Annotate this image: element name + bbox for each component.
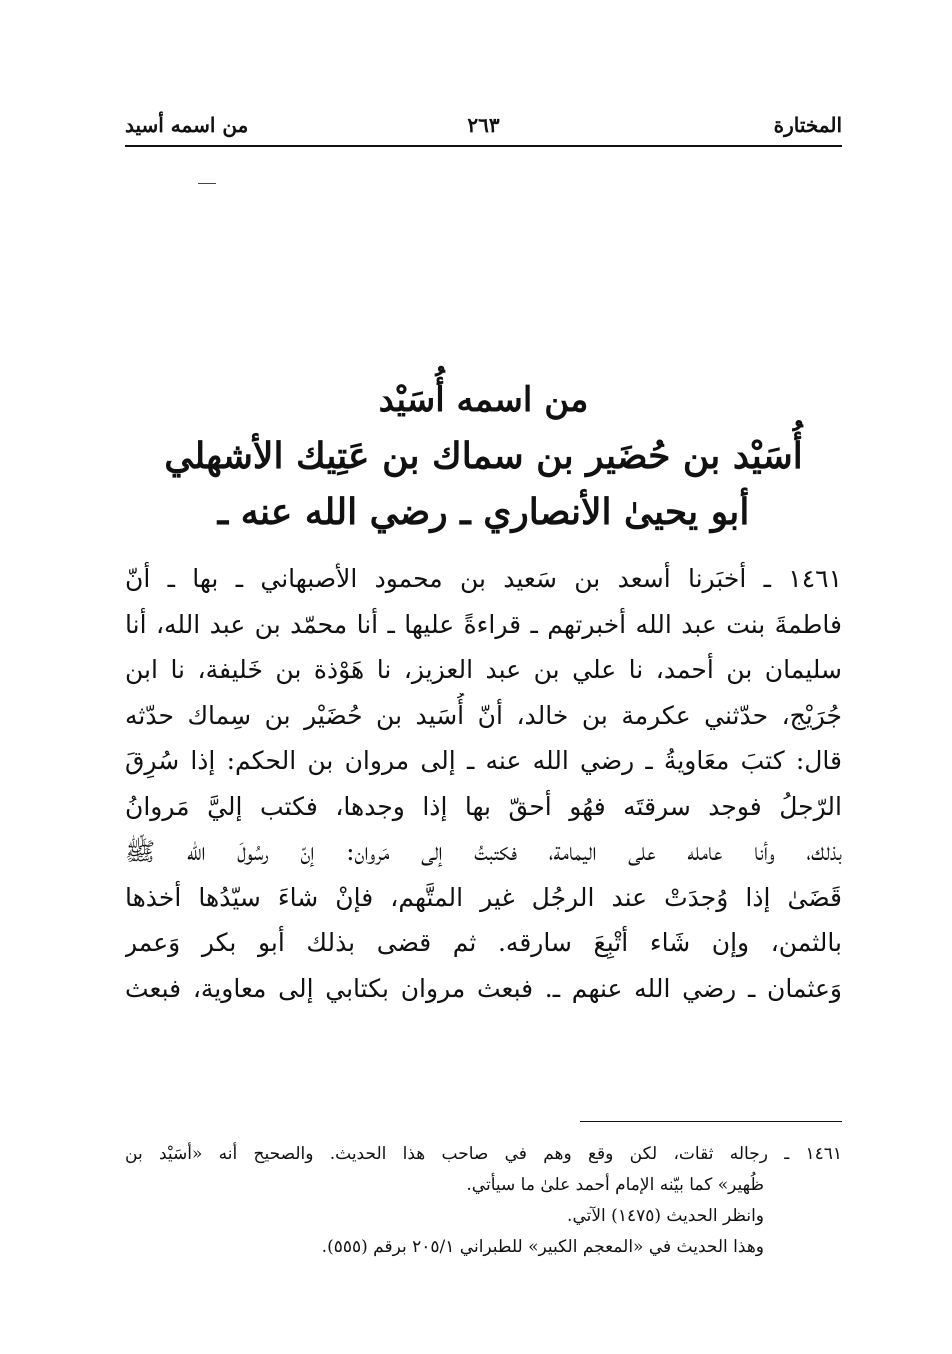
footnotes <box>125 1139 842 1263</box>
page-number: ٢٦٣ <box>467 113 500 137</box>
text-line: بذلك، وأنا عامله على اليمامة، فكتبتُ إلى مَروان: إنّ رسُولَ الله ﷺ <box>125 837 842 866</box>
heading-line-2: أُسَيْد بن حُضَير بن سماك بن عَتِيك الأشهلي <box>164 435 803 477</box>
chapter-title: من اسمه أسيد <box>125 113 249 137</box>
text-line: قَضَىٰ إذا وُجدَتْ عند الرجُل غير المتَّهم، فإنْ شاءَ سيّدُها أخذها <box>125 882 842 912</box>
heading-line-1: من اسمه أُسَيْد <box>378 380 589 420</box>
text-line: الرّجلُ فوجد سرقتَه فهُو أحقّ بها إذا وجدها، فكتب إليَّ مَروانُ <box>125 791 842 821</box>
running-header <box>125 113 842 143</box>
text-line: جُرَيْج، حدّثني عكرمة بن خالد، أنّ أُسَيد بن حُضَيْر بن سِماك حدّثه <box>125 700 842 730</box>
footnote-line: وهذا الحديث في «المعجم الكبير» للطبراني ٢٠٥/١ برقم (٥٥٥). <box>321 1237 764 1257</box>
text-line: سليمان بن أحمد، نا علي بن عبد العزيز، نا هَوْذة بن خَليفة، نا ابن <box>125 655 842 684</box>
main-text <box>125 556 842 1011</box>
footnote-divider <box>580 1121 842 1122</box>
section-heading <box>125 372 842 540</box>
text-line: فاطمةَ بنت عبد الله أخبرتهم ـ قراءةً عليها ـ أنا محمّد بن عبد الله، أنا <box>125 609 842 639</box>
scan-mark <box>198 183 216 184</box>
header-divider <box>125 145 842 147</box>
footnote-line: ١٤٦١ ـ رجاله ثقات، لكن وقع وهم في صاحب هذا الحديث. والصحيح أنه «أسَيْد بن <box>125 1144 842 1164</box>
book-title: المختارة <box>773 113 842 137</box>
footnote-line: وانظر الحديث (١٤٧٥) الآتي. <box>567 1206 764 1226</box>
text-line: بالثمن، وإن شَاء أتْبِعَ سارقه. ثم قضى بذلك أبو بكر وَعمر <box>125 928 842 957</box>
text-line: ١٤٦١ ـ أخبَرنا أسعد بن سَعيد بن محمود الأصبهاني ـ بها ـ أنّ <box>125 564 842 593</box>
footnote-line: ظُهير» كما بيّنه الإمام أحمد علىٰ ما سيأتي. <box>466 1175 764 1195</box>
heading-line-3: أبو يحيىٰ الأنصاري ـ رضي الله عنه ـ <box>217 491 750 533</box>
text-line: وَعثمان ـ رضي الله عنهم ـ. فبعث مروان بكتابي إلى معاوية، فبعث <box>125 973 842 1003</box>
text-line: قال: كتبَ معَاويةُ ـ رضي الله عنه ـ إلى مروان بن الحكم: إذا سُرِقَ <box>125 746 842 775</box>
